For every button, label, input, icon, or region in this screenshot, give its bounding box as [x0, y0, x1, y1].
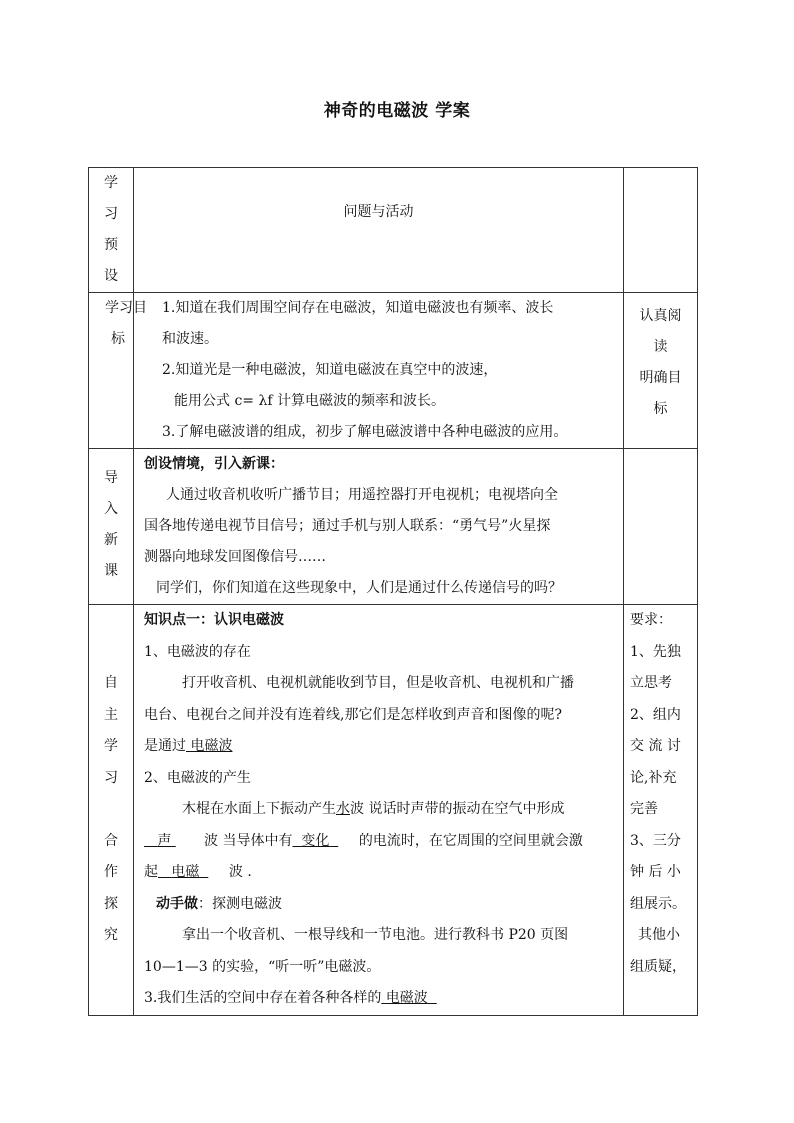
answer-fill: 水 — [336, 801, 350, 817]
goals-note: 认真阅 读 明确目 标 — [624, 293, 698, 449]
lesson-plan-table — [88, 167, 698, 1016]
explore-line: 10—1—3 的实验，“听一听”电磁波。 — [144, 958, 381, 975]
knowledge-point-heading: 知识点一：认识电磁波 — [144, 612, 284, 628]
answer-fill: 电磁波 — [385, 990, 428, 1006]
header-activities: 问题与活动 — [343, 204, 414, 220]
header-col1 — [89, 168, 134, 293]
explore-line: 拿出一个收音机、一根导线和一节电池。进行教科书 P20 页图 — [182, 927, 569, 943]
goal-line: 和波速。 — [162, 331, 218, 347]
intro-content — [134, 449, 624, 605]
header-col2 — [134, 168, 624, 293]
goal-line: 3.了解电磁波谱的组成，初步了解电磁波谱中各种电磁波的应用。 — [162, 424, 568, 440]
header-row — [89, 168, 698, 293]
answer-fill: 声 — [157, 832, 172, 849]
header-char: 习 — [104, 206, 118, 222]
goals-content — [134, 293, 624, 449]
section-title: 2、电磁波的产生 — [144, 769, 251, 786]
section-title: 1、电磁波的存在 — [144, 643, 251, 660]
explore-row — [89, 605, 698, 1016]
explore-line: 声 波 当导体中有 变化 的电流时，在它周围的空间里就会激 — [144, 826, 623, 858]
header-char: 预 — [104, 237, 118, 253]
answer-fill: 电磁 — [171, 864, 200, 880]
intro-line: 同学们，你们知道在这些现象中，人们是通过什么传递信号的吗？ — [156, 580, 562, 596]
goals-label: 学习目 标 — [89, 293, 134, 449]
goals-row — [89, 293, 698, 449]
header-col3 — [624, 168, 698, 293]
intro-heading: 创设情境，引入新课： — [144, 456, 284, 472]
answer-fill: 电磁波 — [190, 738, 233, 754]
explore-line: 打开收音机、电视机就能收到节目，但是收音机、电视机和广播 — [182, 675, 574, 691]
intro-row — [89, 449, 698, 605]
explore-line: 电台、电视台之间并没有连着线,那它们是怎样收到声音和图像的呢? — [144, 706, 562, 723]
explore-line: 起 电磁 波 . — [144, 857, 623, 889]
explore-label: 自 主 学 习 合 作 探 究 — [89, 605, 134, 1016]
explore-requirements: 要求： 1、先独 立思考 2、组内 交 流 讨 论,补充 完善 3、三分 钟 后 小 组展示。 其他小 组质疑， — [624, 605, 698, 1016]
intro-line: 人通过收音机收听广播节目；用遥控器打开电视机；电视塔向全 — [166, 487, 558, 503]
goal-line: 2.知道光是一种电磁波，知道电磁波在真空中的波速， — [162, 362, 498, 378]
intro-line: 国各地传递电视节目信号；通过手机与别人联系：“勇气号”火星探 — [144, 518, 551, 534]
hands-on-line: 动手做：探测电磁波 — [156, 895, 282, 912]
intro-line: 测器向地球发回图像信号…… — [144, 549, 326, 565]
explore-line: 木棍在水面上下振动产生水波 说话时声带的振动在空气中形成 — [182, 801, 565, 817]
explore-line: 是通过 电磁波 — [144, 731, 623, 763]
goal-line: 能用公式 c= λf 计算电磁波的频率和波长。 — [174, 393, 445, 409]
explore-content — [134, 605, 624, 1016]
explore-line: 3.我们生活的空间中存在着各种各样的 电磁波 — [144, 983, 623, 1015]
answer-fill: 变化 — [301, 832, 330, 849]
intro-label: 导 入 新 课 — [89, 449, 134, 605]
intro-note — [624, 449, 698, 605]
page-title: 神奇的电磁波 学案 — [323, 101, 471, 121]
header-char: 学 — [104, 175, 118, 191]
goal-line: 1.知道在我们周围空间存在电磁波，知道电磁波也有频率、波长 — [162, 300, 554, 316]
header-char: 设 — [104, 268, 118, 284]
